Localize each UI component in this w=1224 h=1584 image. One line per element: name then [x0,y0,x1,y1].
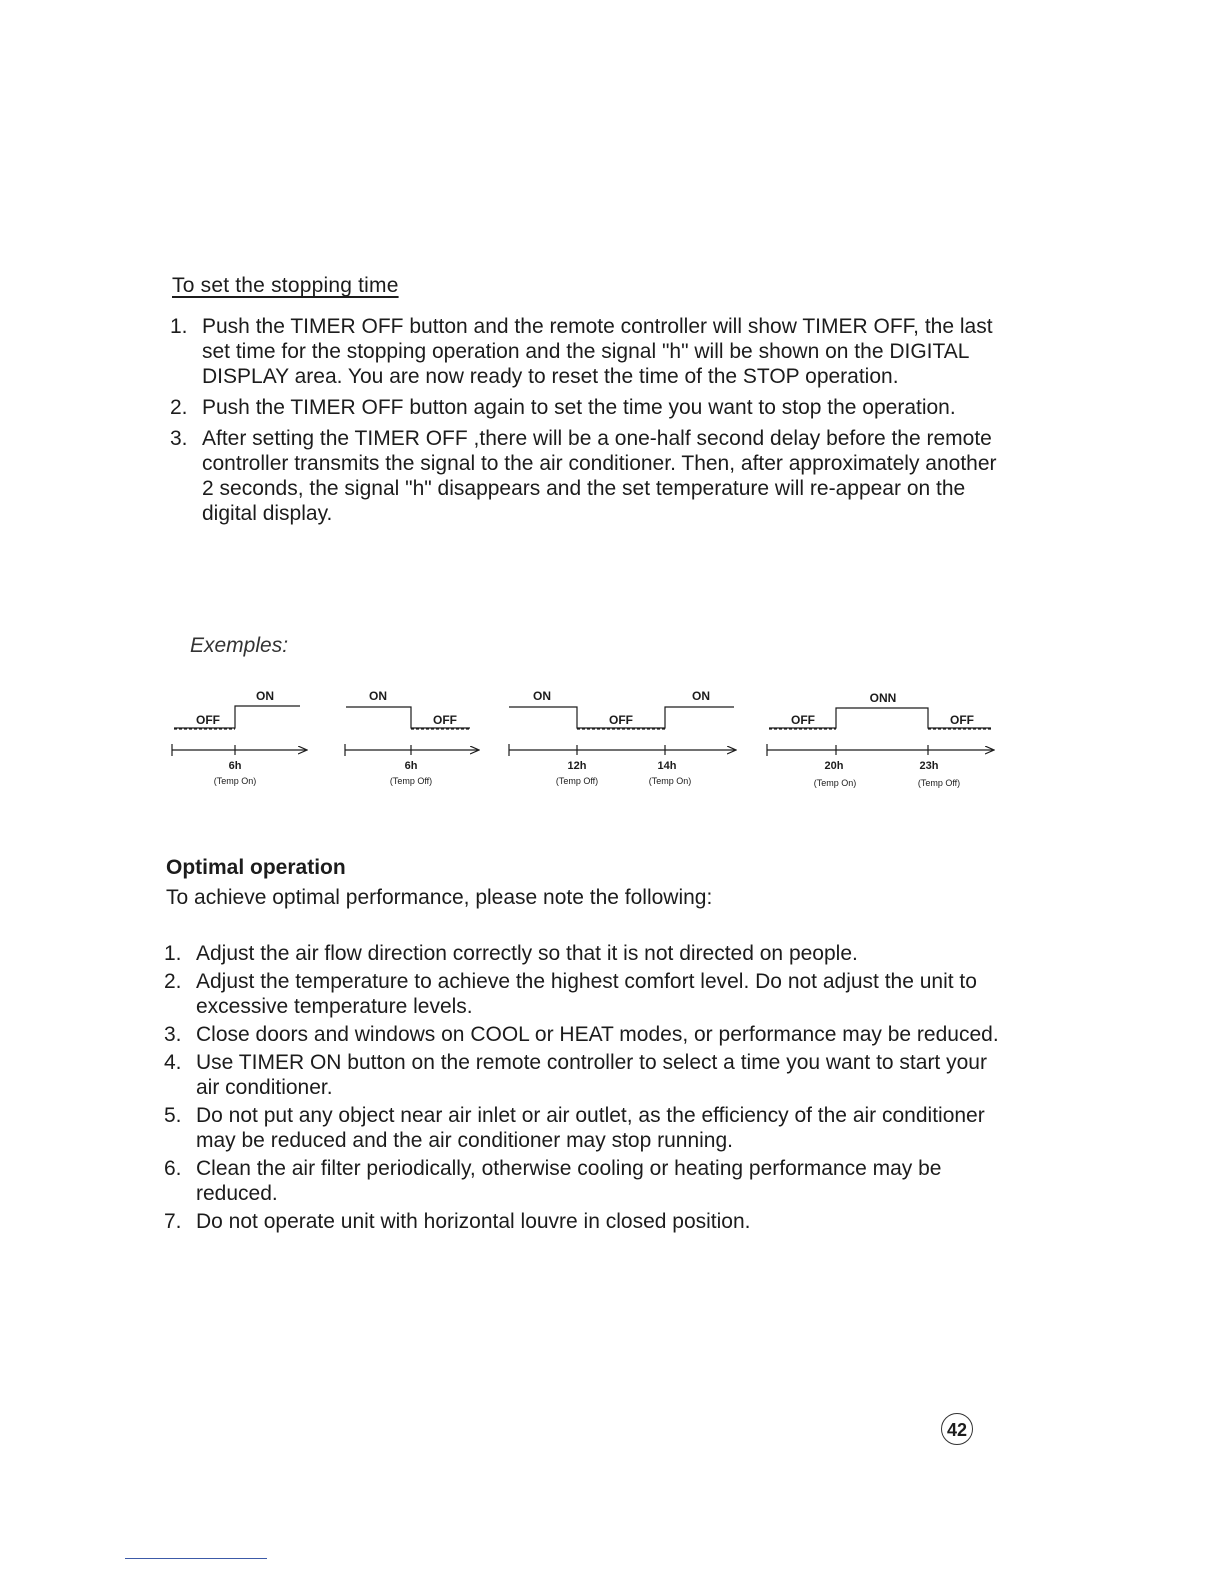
temp-note: (Temp On) [213,776,257,786]
list-item [164,1022,1004,1047]
list-item-number: 3. [170,427,188,450]
list-item-number: 1. [164,942,182,965]
list-item [164,1156,1004,1206]
list-item [164,1209,1004,1234]
list-item [164,1103,1004,1153]
temp-note: (Temp On) [648,776,692,786]
list-item-text: Adjust the temperature to achieve the highest comfort level. Do not adjust the unit to excessive temperature levels. [196,970,977,1018]
list-item [170,395,1010,420]
off-label: OFF [196,713,220,727]
list-item-text: Push the TIMER OFF button again to set the time you want to stop the operation. [202,396,956,419]
on-label: ONN [869,691,897,705]
time-label: 14h [657,760,677,772]
off-label: OFF [950,713,974,727]
list-item-number: 2. [164,970,182,993]
list-item-number: 7. [164,1210,182,1233]
list-item-number: 5. [164,1104,182,1127]
list-item [170,426,1010,526]
time-label: 6h [404,760,418,772]
on-label: ON [369,689,387,703]
timer-example-4 [767,691,993,788]
list-item-number: 1. [170,315,188,338]
footer-rule [125,1558,267,1559]
temp-note: (Temp Off) [917,778,961,788]
list-item-number: 6. [164,1157,182,1180]
stopping-time-steps [170,314,1010,532]
timer-example-3 [509,689,735,786]
signal-line [174,706,300,728]
on-label-2: ON [692,689,710,703]
list-item-text: After setting the TIMER OFF ,there will be a one-half second delay before the remote controller transmits the signal to the air conditioner. Then, after approximately another 2 seconds, the signal "h" disappears and the set temperature will re-appear on the digital display. [202,427,997,525]
off-label: OFF [791,713,815,727]
list-item-text: Do not operate unit with horizontal louvre in closed position. [196,1210,751,1233]
list-item [164,1050,1004,1100]
temp-note: (Temp On) [813,778,857,788]
page-number: 42 [941,1413,973,1445]
time-label: 20h [824,760,844,772]
timer-example-2 [345,689,478,786]
list-item-text: Adjust the air flow direction correctly so that it is not directed on people. [196,942,858,965]
timer-examples-diagram [168,680,1008,800]
time-label: 23h [919,760,939,772]
list-item-text: Push the TIMER OFF button and the remote controller will show TIMER OFF, the last set time for the stopping operation and the signal "h" will be shown on the DIGITAL DISPLAY area. You are now ready to reset the time of the STOP operation. [202,315,993,388]
optimal-operation-heading: Optimal operation [166,856,346,879]
list-item-text: Do not put any object near air inlet or air outlet, as the efficiency of the air conditioner may be reduced and the air conditioner may stop running. [196,1104,985,1152]
off-label: OFF [433,713,457,727]
list-item-number: 2. [170,396,188,419]
on-label: ON [256,689,274,703]
list-item-text: Close doors and windows on COOL or HEAT modes, or performance may be reduced. [196,1023,999,1046]
temp-note: (Temp Off) [555,776,599,786]
list-item-number: 3. [164,1023,182,1046]
timer-example-1 [172,689,306,786]
optimal-operation-intro: To achieve optimal performance, please note the following: [166,886,713,909]
time-label: 12h [567,760,587,772]
list-item-number: 4. [164,1051,182,1074]
list-item [170,314,1010,389]
list-item-text: Use TIMER ON button on the remote controller to select a time you want to start your air conditioner. [196,1051,987,1099]
on-label: ON [533,689,551,703]
temp-note: (Temp Off) [389,776,433,786]
off-label: OFF [609,713,633,727]
optimal-operation-tips [164,941,1004,1237]
examples-label: Exemples: [190,634,289,657]
time-label: 6h [228,760,242,772]
list-item [164,941,1004,966]
list-item [164,969,1004,1019]
section-heading-stopping-time: To set the stopping time [172,274,399,297]
list-item-text: Clean the air filter periodically, otherwise cooling or heating performance may be reduced. [196,1157,942,1205]
